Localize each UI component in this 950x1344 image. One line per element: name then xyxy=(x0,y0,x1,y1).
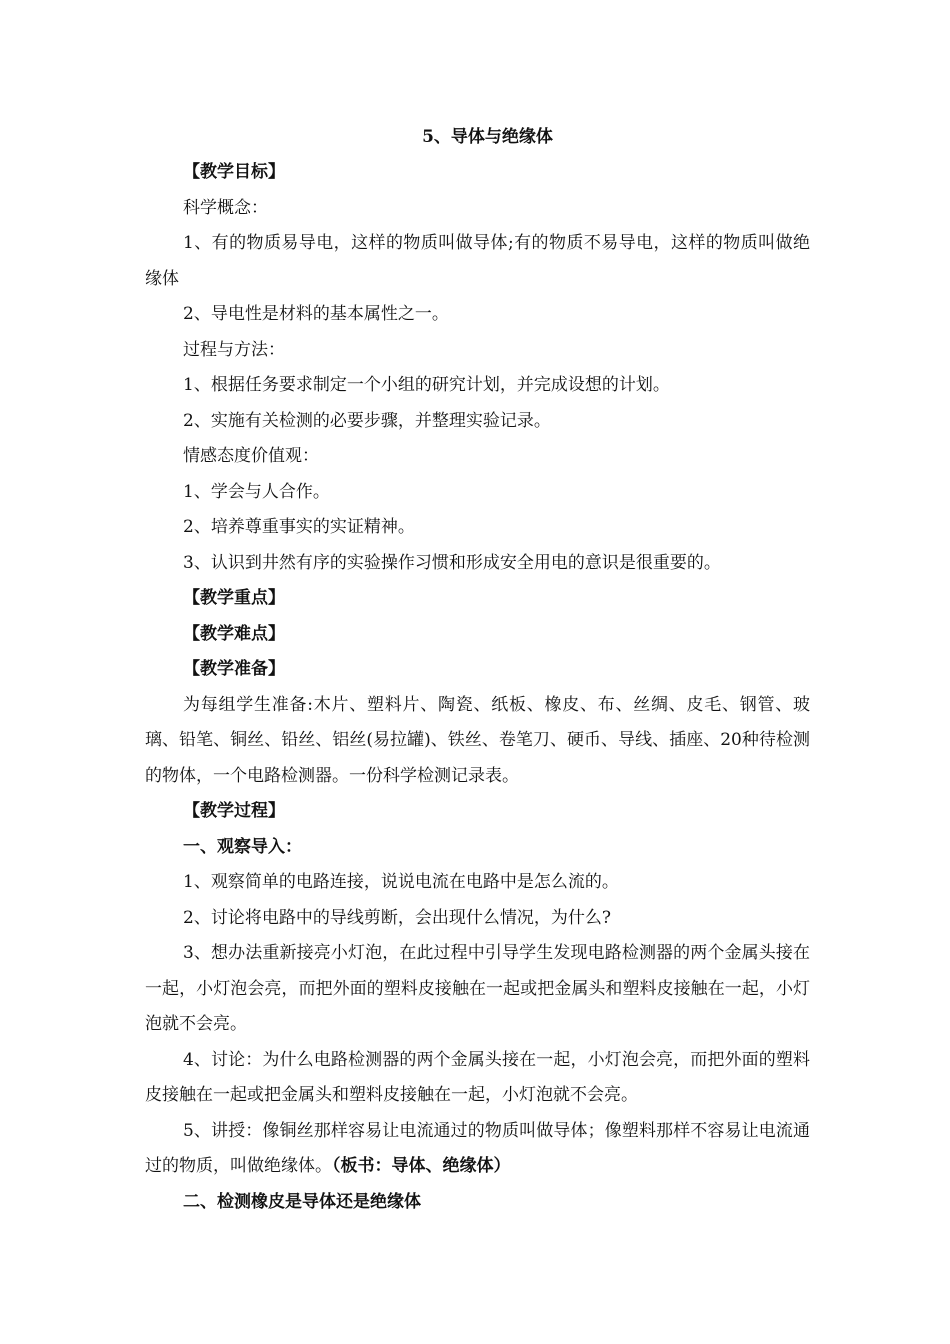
concept-label: 科学概念： xyxy=(183,197,268,218)
preparation-text: 为每组学生准备:木片、塑料片、陶瓷、纸板、橡皮、布、丝绸、皮毛、钢管、玻璃、铅笔、铜丝、铅丝、铝丝(易拉罐)、铁丝、卷笔刀、硬币、导线、插座、20种待检测的物体，一个电路检测器。一份科学检测记录表。 xyxy=(145,694,810,786)
part-1-title: 一、观察导入： xyxy=(183,836,302,857)
process-step-5-text: 5、讲授：像铜丝那样容易让电流通过的物质叫做导体；像塑料那样不容易让电流通过的物质，叫做绝缘体。 xyxy=(145,1120,810,1176)
concept-item-1: 1、有的物质易导电，这样的物质叫做导体;有的物质不易导电，这样的物质叫做绝缘体 xyxy=(145,233,810,289)
section-heading-difficulties: 【教学难点】 xyxy=(183,623,285,644)
emotion-label: 情感态度价值观： xyxy=(183,446,319,466)
process-step-4: 4、讨论：为什么电路检测器的两个金属头接在一起，小灯泡会亮，而把外面的塑料皮接触在一起或把金属头和塑料皮接触在一起，小灯泡就不会亮。 xyxy=(145,1049,810,1105)
method-item-1: 1、根据任务要求制定一个小组的研究计划，并完成设想的计划。 xyxy=(183,375,670,395)
part-2-title: 二、检测橡皮是导体还是绝缘体 xyxy=(183,1191,421,1212)
section-heading-key-points: 【教学重点】 xyxy=(183,588,285,608)
emotion-item-3: 3、认识到井然有序的实验操作习惯和形成安全用电的意识是很重要的。 xyxy=(183,552,721,573)
process-step-5 xyxy=(145,1114,810,1185)
process-step-2: 2、讨论将电路中的导线剪断，会出现什么情况，为什么? xyxy=(183,907,611,928)
emotion-item-2: 2、培养尊重事实的实证精神。 xyxy=(183,517,415,537)
process-step-1: 1、观察简单的电路连接，说说电流在电路中是怎么流的。 xyxy=(183,872,619,892)
emotion-item-1: 1、学会与人合作。 xyxy=(183,481,330,502)
process-step-5-board-note: （板书：导体、绝缘体） xyxy=(332,1156,511,1176)
method-item-2: 2、实施有关检测的必要步骤，并整理实验记录。 xyxy=(183,410,551,431)
section-heading-preparation: 【教学准备】 xyxy=(183,659,285,679)
process-step-3: 3、想办法重新接亮小灯泡，在此过程中引导学生发现电路检测器的两个金属头接在一起，小灯泡会亮，而把外面的塑料皮接触在一起或把金属头和塑料皮接触在一起，小灯泡就不会亮。 xyxy=(145,943,810,1034)
document-body xyxy=(145,120,810,1220)
section-heading-process: 【教学过程】 xyxy=(183,801,285,821)
concept-item-2: 2、导电性是材料的基本属性之一。 xyxy=(183,304,449,324)
section-heading-objectives: 【教学目标】 xyxy=(183,162,285,182)
document-title: 5、导体与绝缘体 xyxy=(422,127,553,147)
method-label: 过程与方法： xyxy=(183,339,285,360)
